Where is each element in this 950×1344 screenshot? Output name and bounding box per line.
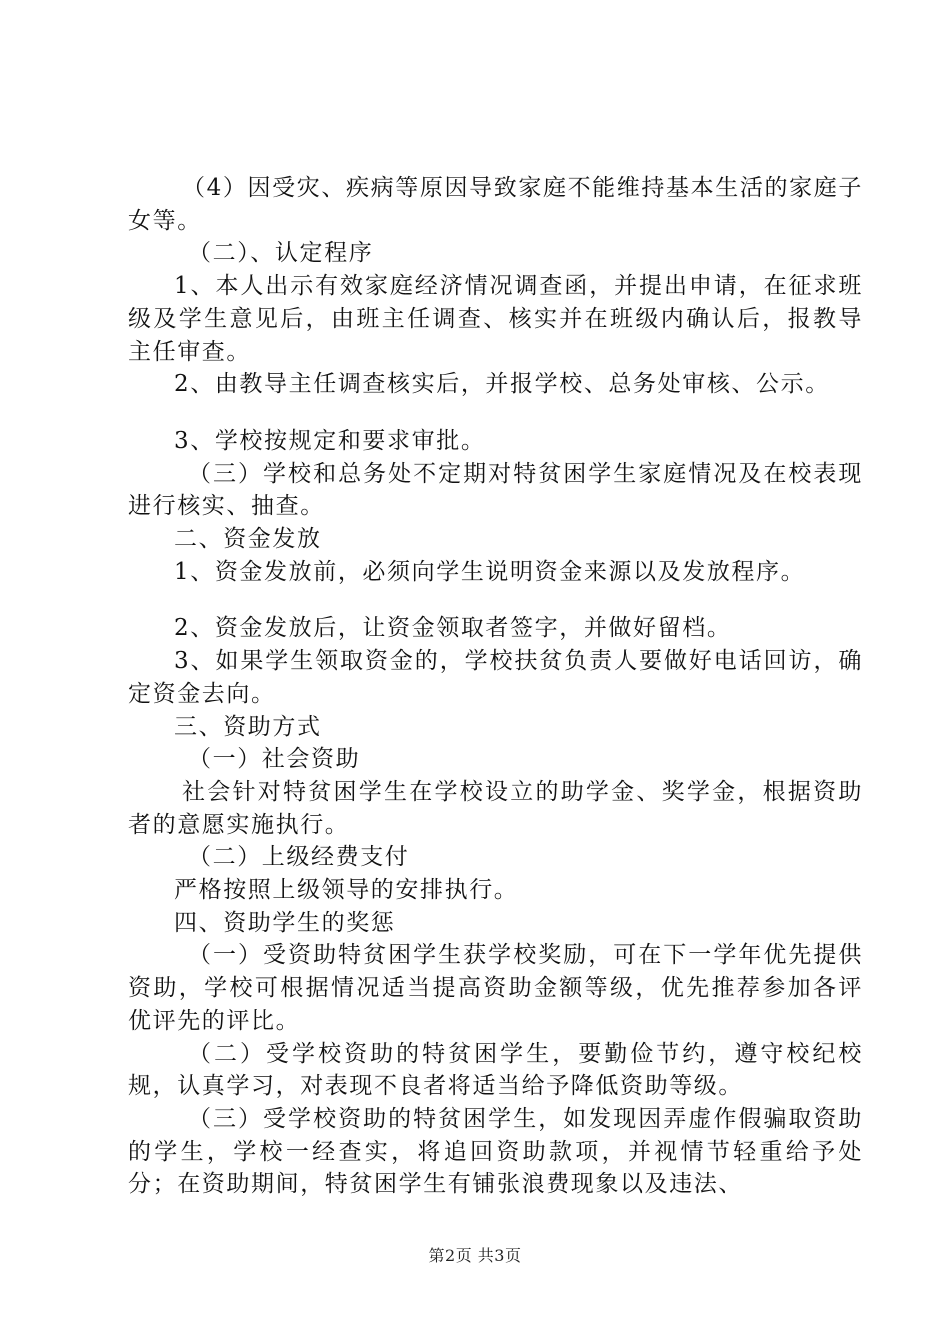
paragraph-procedure-2: 2、由教导主任调查核实后，并报学校、总务处审核、公示。 bbox=[174, 371, 830, 398]
spacer bbox=[128, 401, 863, 425]
heading-aid-methods: 三、资助方式 bbox=[174, 713, 322, 740]
page-number-footer: 第2页 共3页 bbox=[428, 1246, 522, 1265]
heading-social-aid: （一）社会资助 bbox=[188, 746, 361, 773]
paragraph-rewards-3: （三）受学校资助的特贫困学生，如发现因弄虚作假骗取资助的学生，学校一经查实，将追回资助款项，并视情节轻重给予处分；在资助期间，特贫困学生有铺张浪费现象以及违法、 bbox=[128, 1105, 863, 1198]
heading-superior-funding: （二）上级经费支付 bbox=[188, 844, 410, 871]
paragraph-procedure-3: 3、学校按规定和要求审批。 bbox=[174, 427, 486, 454]
paragraph-procedure-1: 1、本人出示有效家庭经济情况调查函，并提出申请，在征求班级及学生意见后，由班主任调查、核实并在班级内确认后，报教导主任审查。 bbox=[128, 273, 863, 365]
paragraph-criteria-4: （4）因受灾、疾病等原因导致家庭不能维持基本生活的家庭子女等。 bbox=[128, 175, 863, 234]
paragraph-distribution-1: 1、资金发放前，必须向学生说明资金来源以及发放程序。 bbox=[174, 558, 806, 585]
heading-procedure: （二）、认定程序 bbox=[188, 240, 374, 267]
document-body bbox=[128, 172, 863, 1201]
heading-rewards-penalties: 四、资助学生的奖惩 bbox=[174, 909, 396, 936]
paragraph-social-aid: 社会针对特贫困学生在学校设立的助学金、奖学金，根据资助者的意愿实施执行。 bbox=[128, 778, 863, 838]
heading-fund-distribution: 二、资金发放 bbox=[174, 526, 322, 553]
paragraph-distribution-2: 2、资金发放后，让资金领取者签字，并做好留档。 bbox=[174, 615, 732, 642]
spacer bbox=[128, 588, 863, 612]
paragraph-verification: （三）学校和总务处不定期对特贫困学生家庭情况及在校表现进行核实、抽查。 bbox=[128, 460, 863, 520]
paragraph-distribution-3: 3、如果学生领取资金的，学校扶贫负责人要做好电话回访，确定资金去向。 bbox=[128, 648, 863, 707]
paragraph-rewards-1: （一）受资助特贫困学生获学校奖励，可在下一学年优先提供资助，学校可根据情况适当提高资助金额等级，优先推荐参加各评优评先的评比。 bbox=[128, 942, 863, 1034]
paragraph-superior-funding: 严格按照上级领导的安排执行。 bbox=[174, 877, 519, 904]
paragraph-rewards-2: （二）受学校资助的特贫困学生，要勤俭节约，遵守校纪校规，认真学习，对表现不良者将适当给予降低资助等级。 bbox=[128, 1040, 863, 1100]
